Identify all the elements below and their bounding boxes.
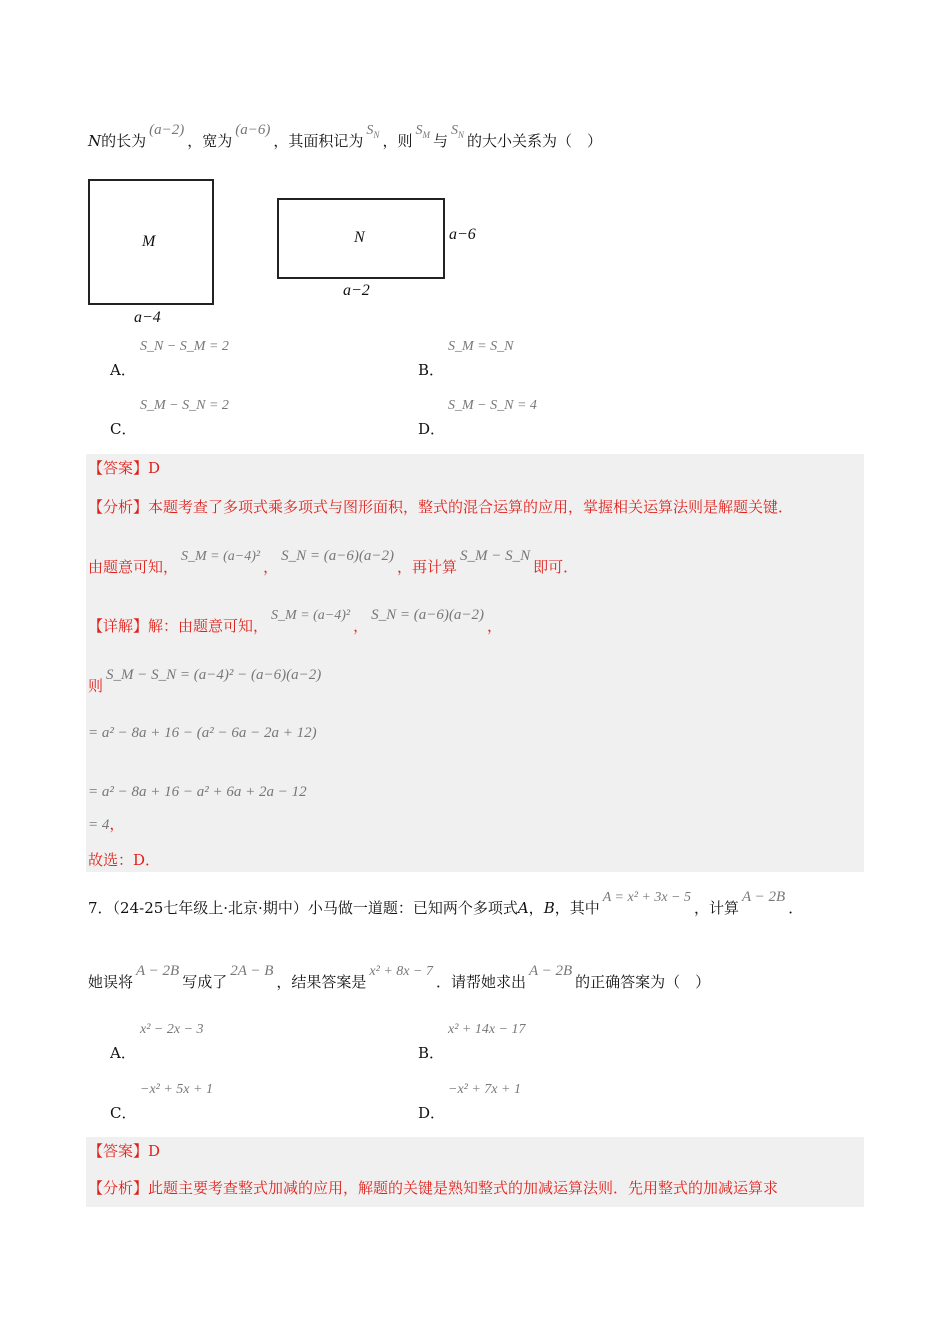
option-expr: S_M − S_N = 2	[140, 398, 229, 413]
step2-expr: = a² − 8a + 16 − (a² − 6a − 2a + 12)	[88, 725, 317, 741]
analysis-text: 此题主要考查整式加减的应用，解题的关键是熟知整式的加减运算法则．先用整式的加减运算求	[148, 1179, 779, 1197]
q6-analysis-line-2: 由题意可知，S_M = (a−4)²，S_N = (a−6)(a−2)，再计算S_M − S_N即可．	[88, 548, 579, 576]
q6-text-length: 的长为	[101, 132, 147, 150]
q6-text-and: 与	[432, 132, 448, 150]
q7-target-expr: A − 2B	[742, 889, 786, 905]
q7-analysis-line	[88, 1178, 778, 1198]
q6-sm: $S_M$	[415, 123, 430, 140]
option-expr: −x² + 7x + 1	[448, 1082, 521, 1097]
analysis-sm-expr: S_M = (a−4)²	[181, 549, 261, 564]
option-letter: B．	[418, 361, 445, 379]
option-expr: −x² + 5x + 1	[140, 1082, 213, 1097]
option-expr: S_M = S_N	[448, 339, 514, 354]
option-letter: C．	[110, 420, 137, 438]
q6-length-expr: (a−2)	[149, 122, 185, 138]
analysis-diff-expr: S_M − S_N	[459, 548, 531, 564]
detail-sm-expr: S_M = (a−4)²	[271, 608, 351, 623]
option-letter: C．	[110, 1104, 137, 1122]
q6-stem-line	[88, 122, 602, 157]
square-m-side-label: a−4	[134, 309, 161, 326]
square-m-label: M	[142, 233, 156, 250]
option-letter: A．	[110, 1044, 136, 1062]
analysis-sn-expr: S_N = (a−6)(a−2)	[281, 548, 394, 564]
rect-n-height-label: a−6	[449, 226, 476, 243]
q6-text-area: ，其面积记为	[273, 132, 364, 150]
q6-text-width: ，宽为	[187, 132, 233, 150]
option-expr: x² − 2x − 3	[140, 1022, 204, 1037]
step3-expr: = a² − 8a + 16 − a² + 6a + 2a − 12	[88, 784, 307, 800]
q6-step-4: = 4，	[88, 815, 125, 833]
q6-text-relation: 的大小关系为（ ）	[466, 132, 602, 150]
q6-final-choice: 故选：D．	[88, 851, 161, 869]
detail-tag: 【详解】	[88, 617, 149, 635]
step1-expr: S_M − S_N = (a−4)² − (a−6)(a−2)	[106, 667, 322, 683]
rect-n-width-label: a−2	[343, 282, 370, 299]
q7-stem-line-1: 7．（24-25七年级上·北京·期中）小马做一道题：已知两个多项式A，B，其中A = x² + 3x − 5，计算A − 2B．	[88, 889, 804, 917]
step4-expr: = 4	[88, 817, 110, 833]
option-expr: S_N − S_M = 2	[140, 339, 229, 354]
option-expr: S_M − S_N = 4	[448, 398, 537, 413]
q6-sn-2: $S_N$	[450, 123, 464, 140]
q7-ask-expr: A − 2B	[528, 963, 573, 979]
option-letter: D．	[418, 420, 446, 438]
option-expr: x² + 14x − 17	[448, 1022, 526, 1037]
q7-answer-line: 【答案】D	[88, 1142, 161, 1160]
q6-step-3	[88, 781, 307, 802]
q6-step-1: 则S_M − S_N = (a−4)² − (a−6)(a−2)	[88, 667, 322, 695]
detail-sn-expr: S_N = (a−6)(a−2)	[371, 607, 484, 623]
q6-analysis-line	[88, 497, 793, 517]
q6-detail-line: 【详解】解：由题意可知，S_M = (a−4)²，S_N = (a−6)(a−2)，	[88, 607, 502, 635]
q7-stem-line-2: 她误将A − 2B写成了2A − B，结果答案是x² + 8x − 7．请帮她求出A − 2B的正确答案为（ ）	[88, 963, 711, 991]
analysis-text: 本题考查了多项式乘多项式与图形面积，整式的混合运算的应用，掌握相关运算法则是解题关键．	[148, 498, 794, 516]
option-letter: A．	[110, 361, 136, 379]
q6-width-expr: (a−6)	[235, 122, 271, 138]
rect-n-label: N	[354, 229, 365, 246]
q7-a-expr: A = x² + 3x − 5	[602, 890, 691, 905]
q7-correct-expr: A − 2B	[136, 963, 180, 979]
option-letter: B．	[418, 1044, 445, 1062]
analysis-tag: 【分析】	[88, 498, 149, 516]
q7-wrong-result: x² + 8x − 7	[369, 964, 433, 979]
q6-n-var: N	[88, 132, 102, 150]
q6-text-then: ，则	[382, 132, 413, 150]
q6-step-2	[88, 722, 317, 743]
option-letter: D．	[418, 1104, 446, 1122]
q6-sn-1: $S_N$	[366, 123, 380, 140]
analysis-tag: 【分析】	[88, 1179, 149, 1197]
q6-answer-line: 【答案】D	[88, 459, 161, 477]
q7-wrong-expr: 2A − B	[230, 963, 274, 979]
